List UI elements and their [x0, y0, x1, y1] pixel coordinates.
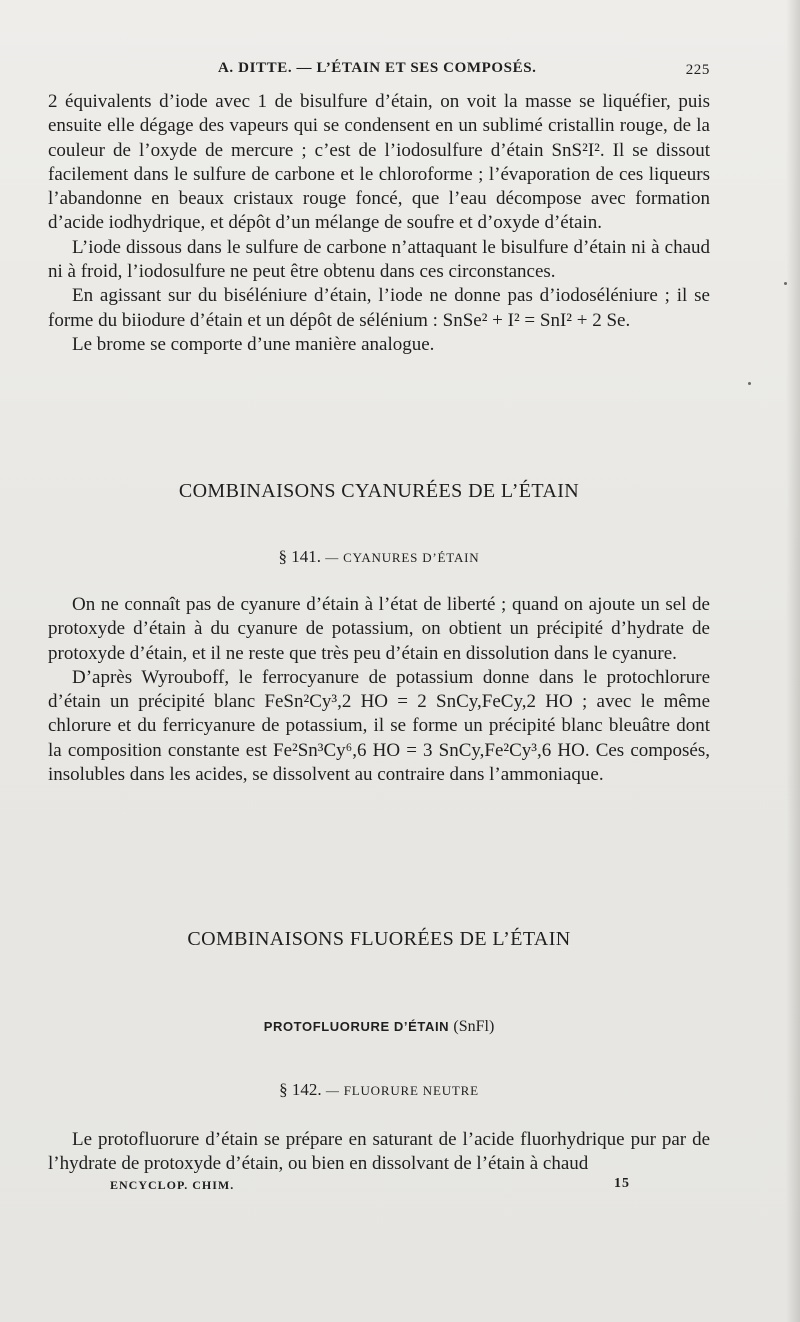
subheading-protofluorure-formula: (SnFl)	[453, 1018, 495, 1035]
page-edge-shadow	[786, 0, 800, 1322]
cyanures-text	[48, 593, 710, 787]
page-number: 225	[685, 62, 710, 78]
intro-paragraph-3: En agissant sur du biséléniure d’étain, l’iode ne donne pas d’iodoséléniure ; il se forme du biiodure d’étain et un dépôt de sélénium : SnSe² + I² = SnI² + 2 Se.	[48, 285, 710, 331]
fluorures-text	[48, 1128, 710, 1177]
running-head	[48, 60, 710, 84]
section-142-number: § 142.	[279, 1080, 322, 1099]
running-title: A. DITTE. — L’ÉTAIN ET SES COMPOSÉS.	[218, 60, 537, 76]
intro-paragraph-2: L’iode dissous dans le sulfure de carbone n’attaquant le bisulfure d’étain ni à chaud ni à froid, l’iodosulfure ne peut être obtenu dans ces circonstances.	[48, 236, 710, 283]
ink-speck	[784, 282, 787, 285]
fluorures-paragraph-1: Le protofluorure d’étain se prépare en saturant de l’acide fluorhydrique pur par de l’hydrate de protoxyde d’étain, ou bien en dissolvant de l’étain à chaud	[48, 1129, 710, 1175]
subheading-protofluorure	[48, 1018, 710, 1036]
page-footer	[110, 1178, 630, 1198]
intro-text	[48, 90, 710, 357]
heading-fluorures: COMBINAISONS FLUORÉES DE L’ÉTAIN	[187, 928, 571, 950]
cyanures-paragraph-1: On ne connaît pas de cyanure d’étain à l’état de liberté ; quand on ajoute un sel de protoxyde d’étain à du cyanure de potassium, on obtient un précipité d’hydrate de protoxyde d’étain, et il ne reste que très peu d’étain en dissolution dans le cyanure.	[48, 594, 710, 664]
intro-paragraph-1: 2 équivalents d’iode avec 1 de bisulfure d’étain, on voit la masse se liquéfier, puis ensuite elle dégage des vapeurs qui se condensent en un sublimé cristallin rouge, de la couleur de l’oxyde de mercure ; c’est de l’iodosulfure d’étain SnS²I². Il se dissout facilement dans le sulfure de carbone et le chloroforme ; l’évaporation de ces liqueurs l’abandonne en beaux cristaux rouge foncé, que l’eau décompose avec formation d’acide iodhydrique, et dépôt d’un mélange de soufre et d’oxyde d’étain.	[48, 91, 710, 234]
signature-mark: 15	[614, 1176, 630, 1191]
section-141	[48, 547, 710, 567]
subheading-protofluorure-title: PROTOFLUORURE D’ÉTAIN	[263, 1019, 450, 1034]
section-142-title: — FLUORURE NEUTRE	[325, 1083, 479, 1098]
cyanures-paragraph-2: D’après Wyrouboff, le ferrocyanure de potassium donne dans le protochlorure d’étain un précipité blanc FeSn²Cy³,2 HO = 2 SnCy,FeCy,2 HO ; avec le même chlorure et du ferricyanure de potassium, il se forme un précipité blanc bleuâtre dont la composition constante est Fe²Sn³Cy⁶,6 HO = 3 SnCy,Fe²Cy³,6 HO. Ces composés, insolubles dans les acides, se dissolvent au contraire dans l’ammoniaque.	[48, 666, 710, 786]
footer-left: ENCYCLOP. CHIM.	[110, 1178, 235, 1192]
section-141-number: § 141.	[278, 547, 322, 566]
section-141-title: — CYANURES D’ÉTAIN	[325, 550, 480, 565]
heading-cyanures: COMBINAISONS CYANURÉES DE L’ÉTAIN	[178, 480, 580, 502]
intro-paragraph-4: Le brome se comporte d’une manière analogue.	[72, 333, 435, 355]
section-142	[48, 1080, 710, 1100]
ink-speck	[748, 382, 751, 385]
